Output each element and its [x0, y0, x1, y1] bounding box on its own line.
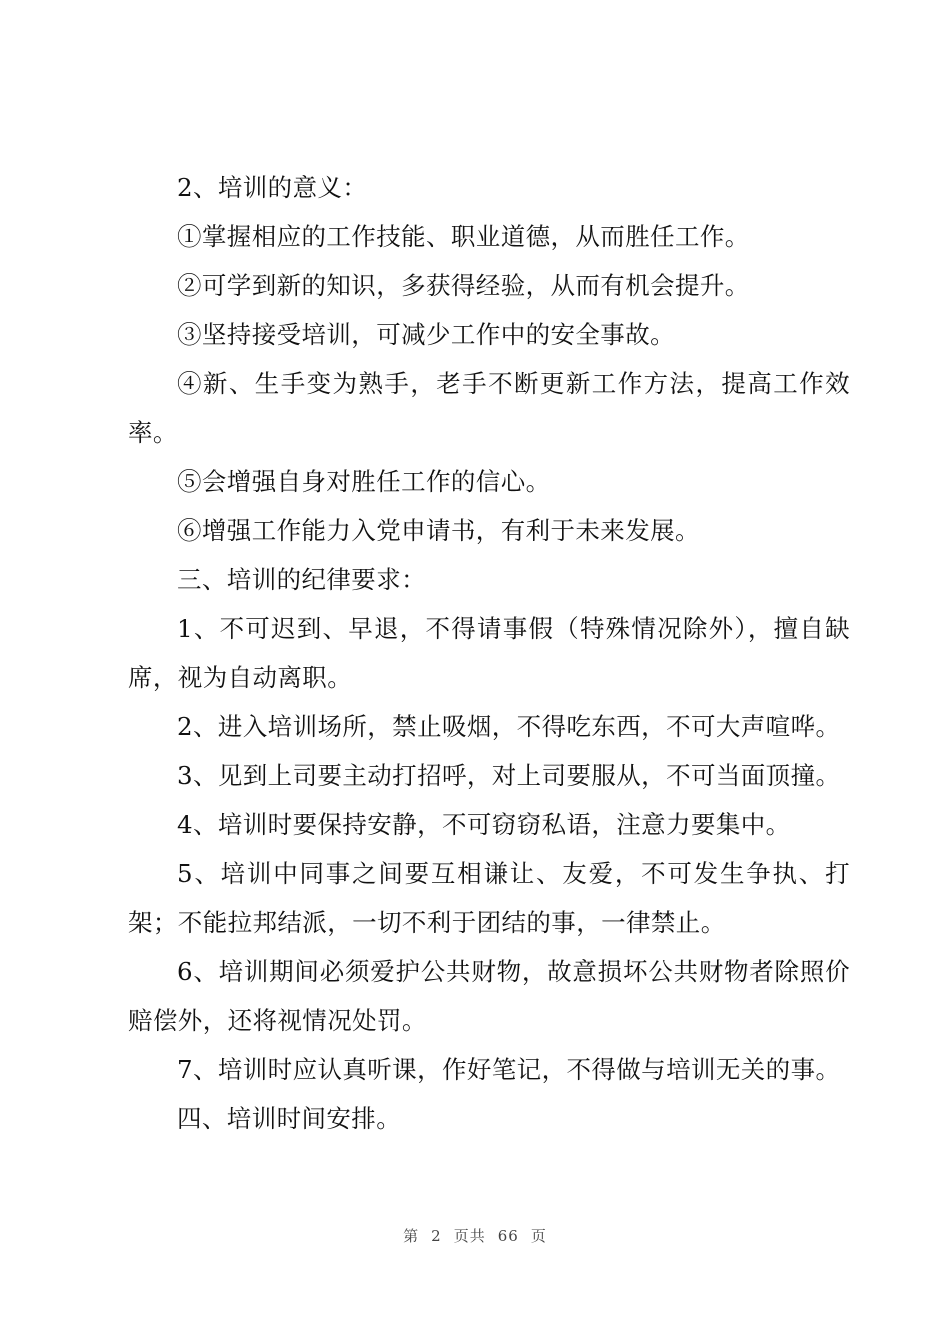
paragraph: 2、进入培训场所，禁止吸烟，不得吃东西，不可大声喧哗。	[177, 712, 841, 741]
page-number: 2	[431, 1227, 442, 1245]
paragraph: ⑤会增强自身对胜任工作的信心。	[177, 467, 551, 496]
paragraph: 4、培训时要保持安静，不可窃窃私语，注意力要集中。	[177, 810, 791, 839]
page-footer	[0, 1225, 950, 1246]
document-body	[128, 163, 850, 1143]
paragraph: ④新、生手变为熟手，老手不断更新工作方法，提高工作效率。	[128, 369, 850, 447]
section-heading: 四、培训时间安排。	[177, 1104, 402, 1133]
paragraph: ⑥增强工作能力入党申请书，有利于未来发展。	[177, 516, 700, 545]
paragraph: ③坚持接受培训，可减少工作中的安全事故。	[177, 320, 675, 349]
paragraph: ①掌握相应的工作技能、职业道德，从而胜任工作。	[177, 222, 750, 251]
footer-middle: 页共	[453, 1227, 486, 1245]
total-pages: 66	[497, 1227, 519, 1245]
section-heading: 三、培训的纪律要求：	[177, 565, 426, 594]
paragraph: 2、培训的意义：	[177, 173, 368, 202]
paragraph: 3、见到上司要主动打招呼，对上司要服从，不可当面顶撞。	[177, 761, 841, 790]
paragraph: ②可学到新的知识，多获得经验，从而有机会提升。	[177, 271, 750, 300]
paragraph: 1、不可迟到、早退，不得请事假（特殊情况除外），擅自缺席，视为自动离职。	[128, 614, 850, 692]
paragraph: 6、培训期间必须爱护公共财物，故意损坏公共财物者除照价赔偿外，还将视情况处罚。	[128, 957, 850, 1035]
footer-suffix: 页	[530, 1227, 547, 1245]
paragraph: 5、培训中同事之间要互相谦让、友爱，不可发生争执、打架；不能拉邦结派，一切不利于团结的事，一律禁止。	[128, 859, 850, 937]
footer-prefix: 第	[403, 1227, 420, 1245]
paragraph: 7、培训时应认真听课，作好笔记，不得做与培训无关的事。	[177, 1055, 841, 1084]
